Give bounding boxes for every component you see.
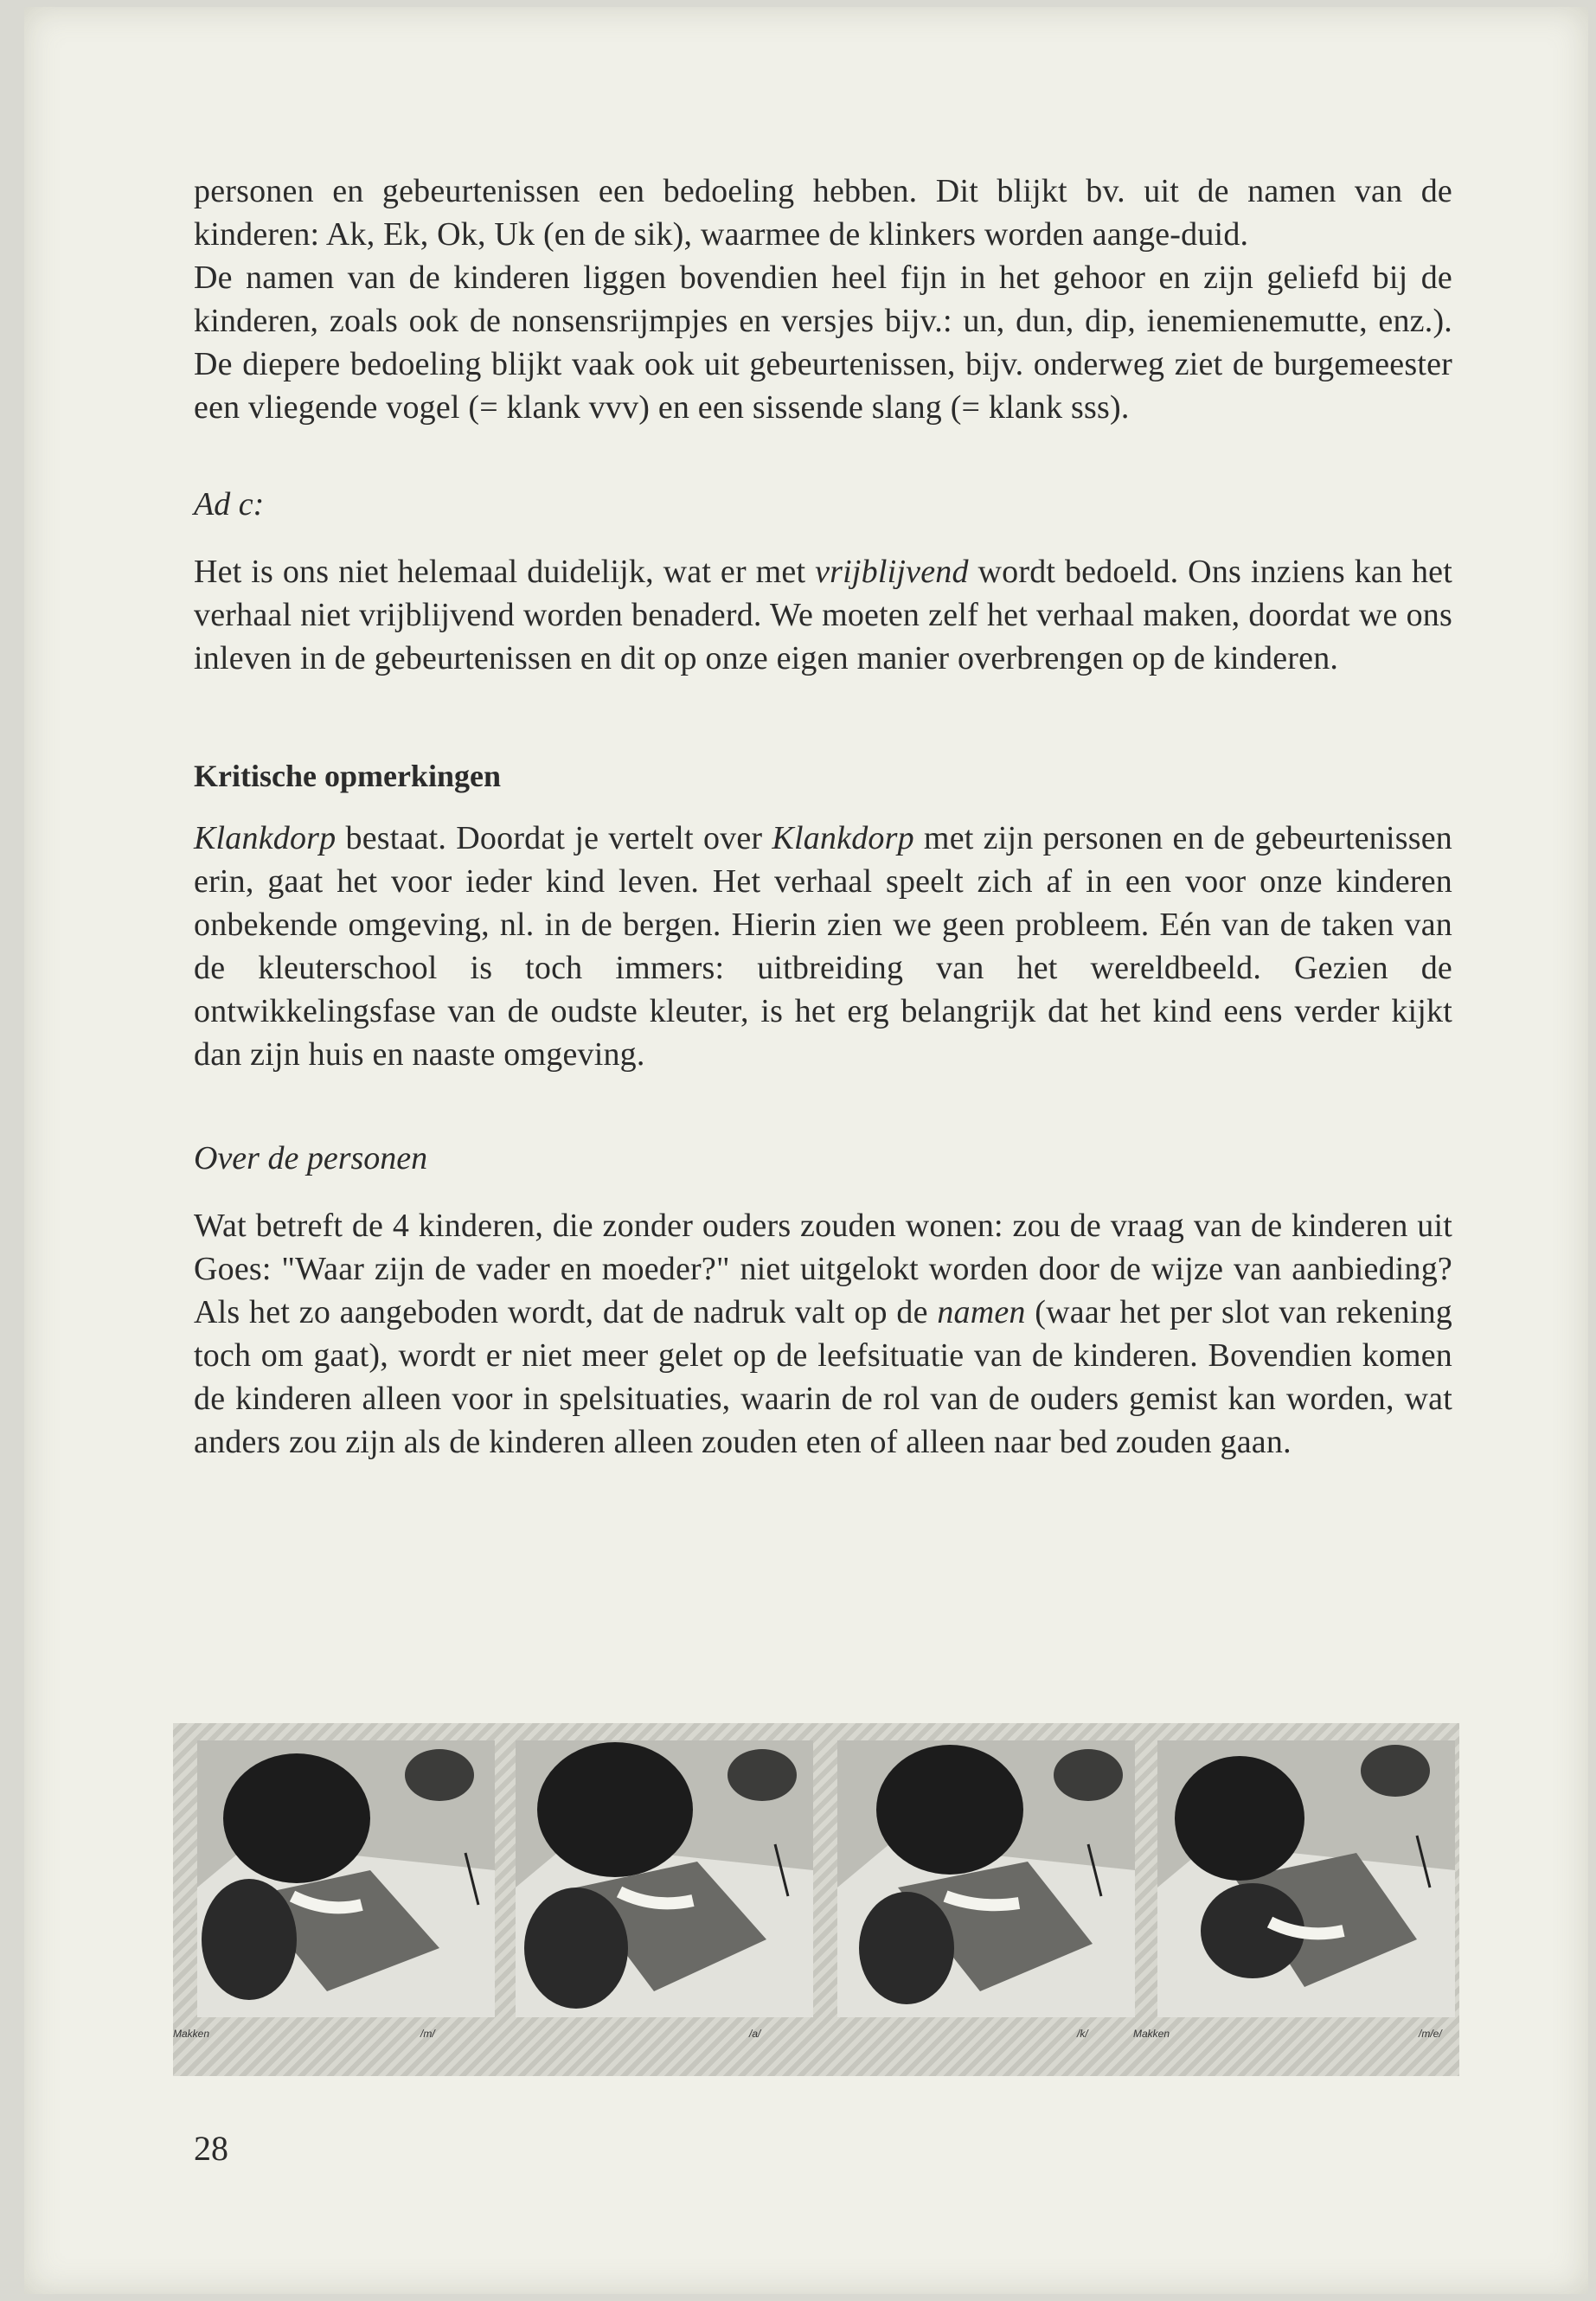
heading-over-de-personen: Over de personen bbox=[194, 1140, 428, 1176]
text-column bbox=[194, 170, 1452, 1464]
book-page bbox=[24, 7, 1588, 2294]
photo-frame-1 bbox=[197, 1740, 495, 2017]
photo-frame-3 bbox=[837, 1740, 1135, 2017]
photo-frame-4 bbox=[1157, 1740, 1455, 2017]
text-span: Wat betreft de 4 kinderen, die zonder ouders zouden wonen: zou de vraag van de kinderen uit Goes: "Waar zijn de vader en moeder?" niet uitgelokt worden door de wijze van aanbieding? Als het zo aangeboden wordt, dat de nadruk valt op de bbox=[194, 1208, 1452, 1330]
photo-caption: /m/ bbox=[420, 2028, 435, 2040]
emphasis: namen bbox=[937, 1294, 1026, 1330]
text-span: (waar het per slot van rekening toch om gaat), wordt er niet meer gelet op de leefsituatie van de kinderen. Bovendien komen de kinderen alleen voor in spelsituaties, waarin de rol van de ouders gemist kan worden, wat anders zou zijn als de kinderen alleen zouden eten of alleen naar bed zouden gaan. bbox=[194, 1294, 1453, 1460]
text-span: bestaat. Doordat je vertelt over bbox=[336, 820, 772, 856]
paragraph-2: De namen van de kinderen liggen bovendien heel fijn in het gehoor en zijn geliefd bij de kinderen, zoals ook de nonsensrijmpjes en versjes bijv.: un, dun, dip, ienemienemutte, enz.). De diepere bedoeling blijkt vaak ook uit gebeurtenissen, bijv. onderweg ziet de burgemeester een vliegende vogel (= klank vvv) en een sissende slang (= klank sss). bbox=[194, 260, 1452, 426]
heading-kritische-opmerkingen: Kritische opmerkingen bbox=[194, 759, 501, 793]
paragraph-personen bbox=[194, 1204, 1452, 1464]
paragraph-kritisch bbox=[194, 817, 1452, 1076]
text-span: wordt bedoeld. Ons inziens kan het verhaal niet vrijblijvend worden benaderd. We moeten zelf het verhaal maken, doordat we ons inleven in de gebeurtenissen en dit op onze eigen manier overbrengen op de kinderen. bbox=[194, 554, 1453, 676]
photo-caption: Makken bbox=[1133, 2028, 1170, 2040]
text-span: met zijn personen en de gebeurtenissen erin, gaat het voor ieder kind leven. Het verhaal speelt zich af in een voor onze kinderen onbekende omgeving, nl. in de bergen. Hierin zien we geen probleem. Eén van de taken van de kleuterschool is toch immers: uitbreiding van het wereldbeeld. Gezien de ontwikkelingsfase van de oudste kleuter, is het erg belangrijk dat het kind eens verder kijkt dan zijn huis en naaste omgeving. bbox=[194, 820, 1452, 1073]
photo-caption: /a/ bbox=[749, 2028, 761, 2040]
emphasis: Klankdorp bbox=[772, 820, 914, 856]
photo-caption: /m/e/ bbox=[1419, 2028, 1442, 2040]
heading-ad-c: Ad c: bbox=[194, 486, 265, 522]
photo-strip bbox=[173, 1723, 1459, 2076]
photo-frame-2 bbox=[516, 1740, 813, 2017]
paragraph-1: personen en gebeurtenissen een bedoeling hebben. Dit blijkt bv. uit de namen van de kinderen: Ak, Ek, Ok, Uk (en de sik), waarmee de klinkers worden aange-duid. bbox=[194, 173, 1452, 253]
text-span: Het is ons niet helemaal duidelijk, wat er met bbox=[194, 554, 816, 590]
photo-caption: /k/ bbox=[1077, 2028, 1088, 2040]
photo-caption: Makken bbox=[173, 2028, 210, 2040]
emphasis: Klankdorp bbox=[194, 820, 337, 856]
emphasis: vrijblijvend bbox=[815, 554, 969, 590]
page-number: 28 bbox=[194, 2129, 228, 2168]
paragraph-ad-c bbox=[194, 550, 1452, 680]
